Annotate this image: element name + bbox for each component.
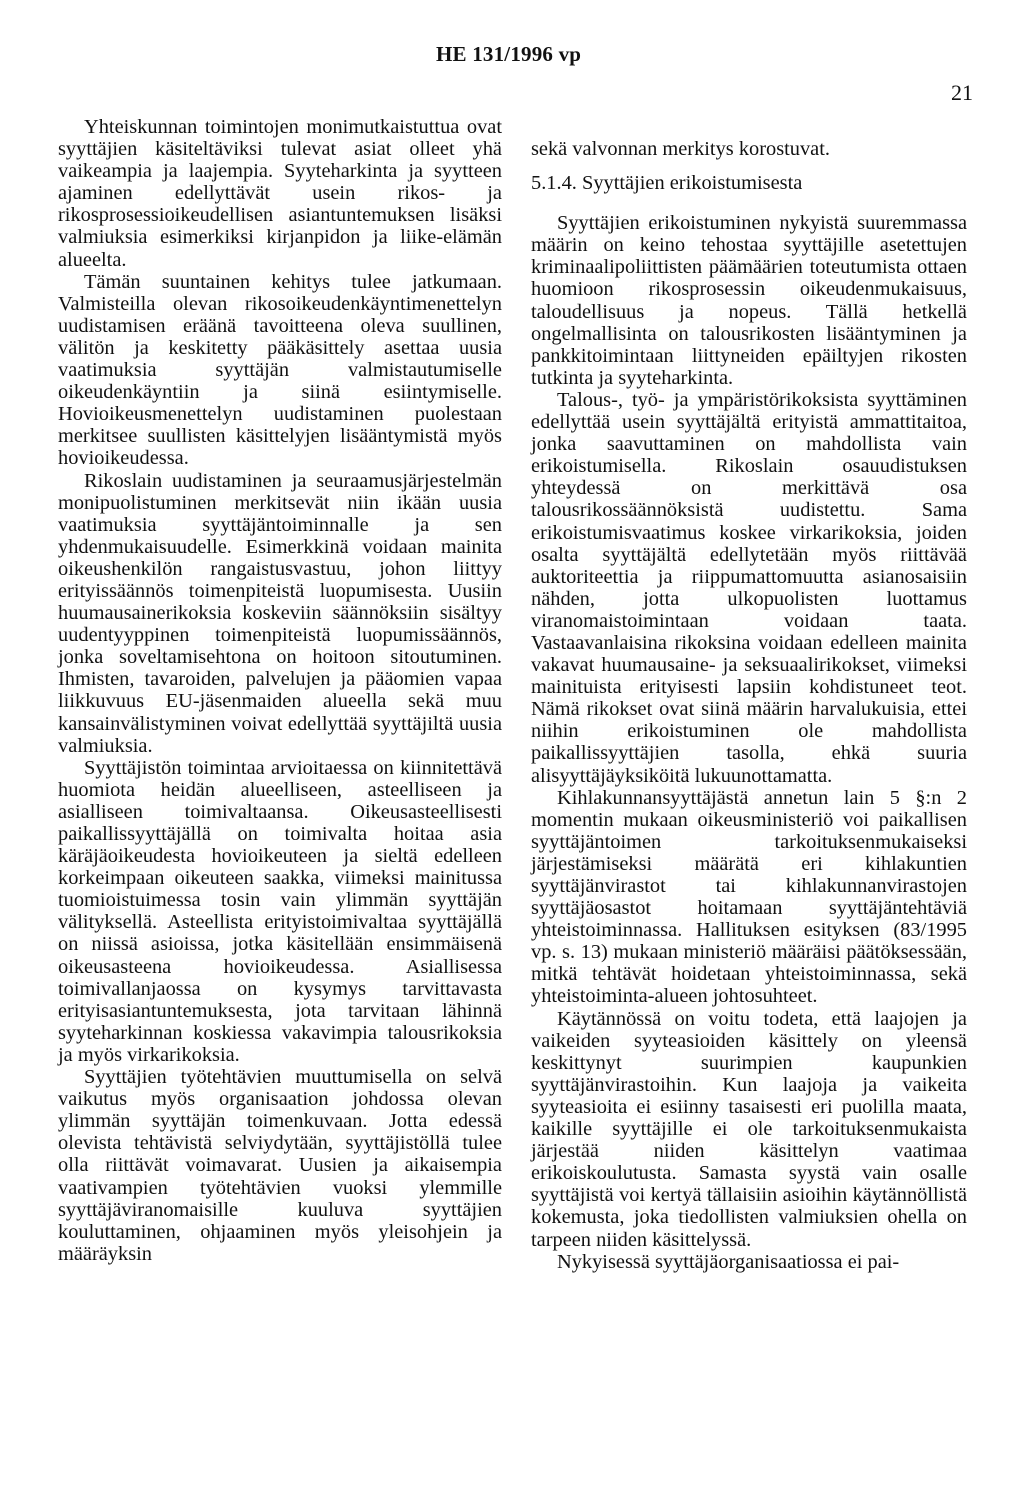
paragraph: Nykyisessä syyttäjäorganisaatiossa ei pai- <box>557 1250 900 1273</box>
paragraph: Syyttäjien erikoistuminen nykyistä suuremmassa määrin on keino tehostaa syyttäjille asetettujen kriminaalipoliittisten päämäärien toteutumista ottaen huomioon rikosprosessin oikeudenmukaisuus, taloudellisuus ja nopeus. Tällä hetkellä ongelmallisinta on talousrikosten lisääntyminen ja pankkitoimintaan liittyneiden epäiltyjen rikosten tutkinta ja syyteharkinta. <box>531 212 967 389</box>
paragraph: Talous-, työ- ja ympäristörikoksista syyttäminen edellyttää usein syyttäjältä erityistä ammattitaitoa, jonka saavuttaminen on mahdollista vain erikoistumisella. Rikoslain osauudistuksen yhteydessä on merkittävä osa talousrikossäännöksistä uudistettu. Sama erikoistumisvaatimus koskee virkarikoksia, joiden osalta syyttäjältä edellytetään myös riittävää auktoriteettia ja riippumattomuutta asianosaisiin nähden, jotta ulkopuolisten luottamus viranomaistoimintaan voidaan taata. Vastaavanlaisina rikoksina voidaan edelleen mainita vakavat huumausaine- ja seksuaalirikokset, viimeksi mainituista erityisesti lapsiin kohdistuneet teot. Nämä rikokset ovat siinä määrin harvalukuisia, ettei niihin erikoistuminen ole mahdollista paikallissyyttäjien tasolla, ehkä suuria alisyyttäjäyksiköitä lukuunottamatta. <box>531 388 967 787</box>
paragraph-continuation: sekä valvonnan merkitys korostuvat. <box>531 138 830 160</box>
paragraph: Syyttäjistön toimintaa arvioitaessa on kiinnitettävä huomiota heidän alueelliseen, asteelliseen ja asialliseen toimivaltaansa. Oikeusasteellisesti paikallissyyttäjällä on toimivalta hoitaa asia käräjäoikeudesta hovioikeuteen ja sieltä edelleen korkeimpaan oikeuteen saakka, viimeksi mainitussa tuomioistuimessa tosin vain ylimmän syyttäjän välityksellä. Asteellista erityistoimivaltaa syyttäjällä on niissä asioissa, jotka käsitellään ensimmäisenä oikeusasteena hovioikeudessa. Asiallisessa toimivallanjaossa on kysymys tarvittavasta erityisasiantuntemuksesta, jota tarvitaan lähinnä syyteharkinnan koskiessa vakavimpia talousrikoksia ja myös virkarikoksia. <box>58 756 502 1066</box>
paragraph: Yhteiskunnan toimintojen monimutkaistuttua ovat syyttäjien käsiteltäviksi tulevat asiat olleet yhä vaikeampia ja laajempia. Syyteharkinta ja syytteen ajaminen edellyttävät usein rikos- ja rikosprosessioikeudellisen asiantuntemuksen lisäksi valmiuksia esimerkiksi kirjanpidon ja liike-elämän alueelta. <box>58 116 502 271</box>
right-column <box>531 138 967 1273</box>
document-id: HE 131/1996 vp <box>436 42 582 66</box>
paragraph: Syyttäjien työtehtävien muuttumisella on selvä vaikutus myös organisaation johdossa olevan ylimmän syyttäjän toimenkuvaan. Jotta edessä olevista tehtävistä selviydytään, syyttäjistöllä tulee olla riittävät voimavarat. Uusien ja aikaisempia vaativampien työtehtävien vuoksi ylemmille syyttäjäviranomaisille kuuluva syyttäjien kouluttaminen, ohjaaminen myös yleisohjein ja määräyksin <box>58 1066 502 1265</box>
paragraph: Tämän suuntainen kehitys tulee jatkumaan. Valmisteilla olevan rikosoikeudenkäyntimenettelyn uudistamisen eräänä tavoitteena oleva suullinen, välitön ja keskitetty pääkäsittely asettaa uusia vaatimuksia syyttäjän valmistautumiselle oikeudenkäyntiin ja siinä esiintymiselle. Hovioikeusmenettelyn uudistaminen puolestaan merkitsee suullisten käsittelyjen lisääntymistä myös hovioikeudessa. <box>58 270 502 470</box>
left-column <box>58 116 502 1265</box>
page-header <box>0 40 1024 105</box>
paragraph: Kihlakunnansyyttäjästä annetun lain 5 §:n 2 momentin mukaan oikeusministeriö voi paikallisen syyttäjäntoimen tarkoituksenmukaiseksi järjestämiseksi määrätä eri kihlakuntien syyttäjänvirastot tai kihlakunnanvirastojen syyttäjäosastot hoitamaan syyttäjäntehtäviä yhteistoiminnassa. Hallituksen esityksen (83/1995 vp. s. 13) mukaan ministeriö määräisi päätöksessään, mitkä tehtävät hoidetaan yhteistoiminnassa, sekä yhteistoiminta-alueen johtosuhteet. <box>531 786 967 1008</box>
page-number: 21 <box>951 80 973 105</box>
paragraph: Käytännössä on voitu todeta, että laajojen ja vaikeiden syyteasioiden käsittely on yleensä keskittynyt suurimpien kaupunkien syyttäjänvirastoihin. Kun laajoja ja vaikeita syyteasioita ei esiinny tasaisesti eri puolilla maata, kaikille syyttäjille ei ole tarkoituksenmukaista järjestää niiden käsittelyn vaatimaa erikoiskoulutusta. Samasta syystä vain osalle syyttäjistä voi kertyä tällaisiin asioihin käytännöllistä kokemusta, joka tiedollisten valmiuksien ohella on tarpeen niiden käsittelyssä. <box>531 1007 967 1251</box>
paragraph: Rikoslain uudistaminen ja seuraamusjärjestelmän monipuolistuminen merkitsevät niin ikään uusia vaatimuksia syyttäjäntoiminnalle ja sen yhdenmukaisuudelle. Esimerkkinä voidaan mainita oikeushenkilön rangaistusvastuu, johon liittyy erityissäännös toimenpiteistä luopumisesta. Uusiin huumausainerikoksia koskeviin säännöksiin sisältyy uudentyyppinen toimenpiteistä luopumissäännös, jonka soveltamisehtona on hoitoon sitoutuminen. Ihmisten, tavaroiden, palvelujen ja pääomien vapaa liikkuvuus EU-jäsenmaiden alueella sekä muu kansainvälistyminen voivat edellyttää syyttäjiltä uusia valmiuksia. <box>58 469 502 757</box>
section-heading: 5.1.4. Syyttäjien erikoistumisesta <box>531 172 803 195</box>
